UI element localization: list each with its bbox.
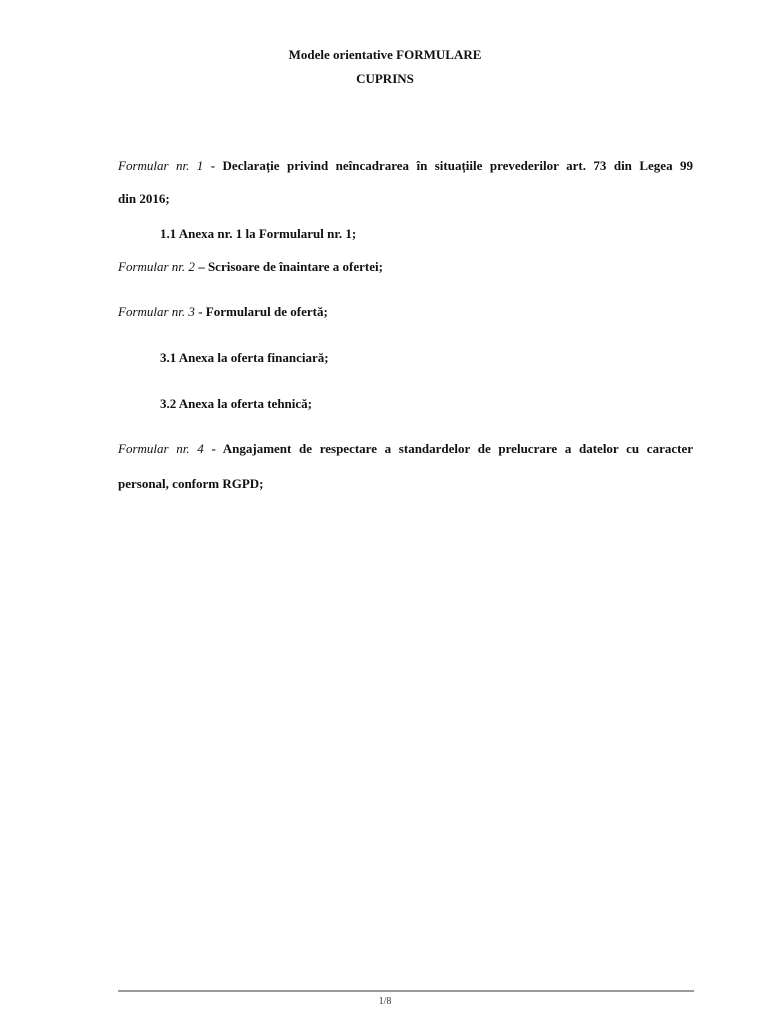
toc-entry-formular-2 bbox=[118, 259, 698, 275]
toc-subentry-1-1: 1.1 Anexa nr. 1 la Formularul nr. 1; bbox=[160, 226, 357, 241]
toc-subentry-3-2: 3.2 Anexa la oferta tehnică; bbox=[160, 396, 313, 411]
toc-entry-text: Angajament de respectare a standardelor de prelucrare a datelor cu caracter bbox=[222, 441, 693, 456]
toc-subentry-3-1: 3.1 Anexa la oferta financiară; bbox=[160, 350, 329, 365]
toc-entry-separator: - bbox=[194, 304, 206, 319]
toc-entry-label: Formular nr. 3 bbox=[118, 304, 195, 319]
document-subtitle: CUPRINS bbox=[356, 71, 414, 86]
footer-divider bbox=[118, 990, 694, 992]
toc-entry-formular-4-continued bbox=[118, 476, 698, 492]
toc-entry-separator: - bbox=[203, 158, 223, 173]
document-title: Modele orientative FORMULARE bbox=[288, 47, 482, 62]
toc-entry-formular-3 bbox=[118, 304, 698, 320]
page-number: 1/8 bbox=[378, 996, 392, 1007]
toc-entry-separator: - bbox=[203, 441, 223, 456]
toc-entry-formular-4 bbox=[118, 441, 693, 457]
toc-entry-label: Formular nr. 1 bbox=[118, 158, 204, 173]
toc-entry-formular-1 bbox=[118, 158, 693, 174]
toc-entry-label: Formular nr. 2 bbox=[118, 259, 195, 274]
toc-entry-text: personal, conform RGPD; bbox=[118, 476, 264, 491]
toc-entry-text: Formularul de ofertă; bbox=[205, 304, 328, 319]
toc-entry-formular-1-continued bbox=[118, 191, 698, 207]
toc-entry-text: Declarație privind neîncadrarea în situațiile prevederilor art. 73 din Legea 99 bbox=[222, 158, 693, 173]
toc-entry-label: Formular nr. 4 bbox=[118, 441, 204, 456]
toc-entry-text: din 2016; bbox=[118, 191, 170, 206]
toc-entry-text: Scrisoare de înaintare a ofertei; bbox=[207, 259, 383, 274]
toc-entry-separator: – bbox=[194, 259, 208, 274]
